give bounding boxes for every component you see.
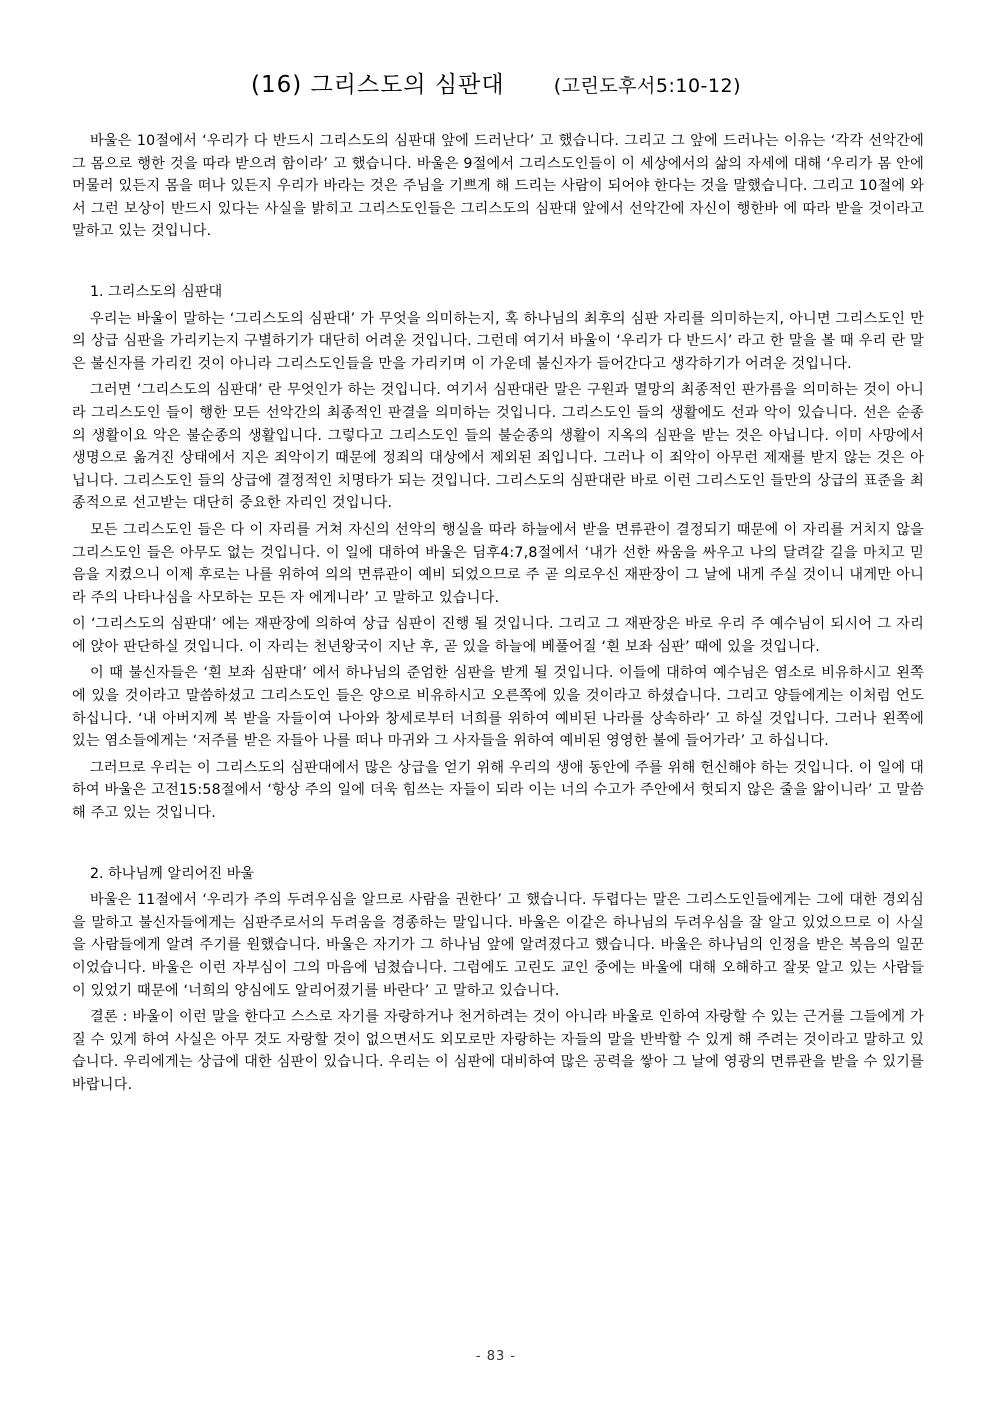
section-spacer [72,247,924,281]
section1-paragraph-6: 그러므로 우리는 이 그리스도의 심판대에서 많은 상급을 얻기 위해 우리의 생애 동안에 주를 위해 헌신해야 하는 것입니다. 이 일에 대하여 바울은 고전15:58절에서 ‘항상 주의 일에 더욱 힘쓰는 자들이 되라 이는 너의 수고가 주안에서 헛되지 않은 줄을 앎이니라’ 고 말씀해 주고 있는 것입니다. [72,759,924,822]
section-spacer [72,829,924,863]
section1-paragraph-4: 이 ‘그리스도의 심판대’ 에는 재판장에 의하여 상급 심판이 진행 될 것입니다. 그리고 그 재판장은 바로 우리 주 예수님이 되시어 그 자리에 앉아 판단하실 것입니다. 이 자리는 천년왕국이 지난 후, 곧 있을 하늘에 베풀어질 ‘흰 보좌 심판’ 때에 있을 것입니다. [72,616,924,655]
section2-paragraph-1: 바울은 11절에서 ‘우리가 주의 두려우심을 알므로 사람을 권한다’ 고 했습니다. 두렵다는 말은 그리스도인들에게는 그에 대한 경외심을 말하고 불신자들에게는 심판주로서의 두려움을 경종하는 말입니다. 바울은 이같은 하나님의 두려우심을 잘 알고 있었으므로 이 사실을 사람들에게 알려 주기를 원했습니다. 바울은 자기가 그 하나님 앞에 알려졌다고 했습니다. 바울은 하나님의 인정을 받은 복음의 일꾼이었습니다. 바울은 이런 자부심이 그의 마음에 넘쳤습니다. 그럼에도 고린도 교인 중에는 바울에 대해 오해하고 잘못 알고 있는 사람들이 있었기 때문에 ‘너희의 양심에도 알리어졌기를 바란다’ 고 말하고 있습니다. [72,892,924,999]
document-body [72,130,924,1101]
page-number: - 83 - [475,1349,517,1364]
section1-paragraph-5: 이 때 불신자들은 ‘흰 보좌 심판대’ 에서 하나님의 준엄한 심판을 받게 될 것입니다. 이들에 대하여 예수님은 염소로 비유하시고 왼쪽에 있을 것이라고 말씀하셨고 그리스도인 들은 양으로 비유하시고 오른쪽에 있을 것이라고 하셨습니다. 그리고 양들에게는 이처럼 언도하십니다. ‘내 아버지께 복 받을 자들이여 나아와 창세로부터 너희를 위하여 예비된 나라를 상속하라’ 고 하실 것입니다. 그러나 왼쪽에 있는 염소들에게는 ‘저주를 받은 자들아 나를 떠나 마귀와 그 사자들을 위하여 예비된 영영한 불에 들어가라’ 고 하십니다. [72,665,924,750]
intro-paragraph: 바울은 10절에서 ‘우리가 다 반드시 그리스도의 심판대 앞에 드러난다’ 고 했습니다. 그리고 그 앞에 드러나는 이유는 ‘각각 선악간에 그 몸으로 행한 것을 따라 받으려 함이라’ 고 했습니다. 바울은 9절에서 그리스도인들이 이 세상에서의 삶의 자세에 대해 ‘우리가 몸 안에 머물러 있든지 몸을 떠나 있든지 우리가 바라는 것은 주님을 기쁘게 해 드리는 사람이 되어야 한다는 것을 말했습니다. 그리고 10절에 와서 그런 보상이 반드시 있다는 사실을 밝히고 그리스도인들은 그리스도의 심판대 앞에서 선악간에 자신이 행한바 에 따라 받을 것이라고 말하고 있는 것입니다. [72,133,924,240]
section1-paragraph-2: 그러면 ‘그리스도의 심판대’ 란 무엇인가 하는 것입니다. 여기서 심판대란 말은 구원과 멸망의 최종적인 판가름을 의미하는 것이 아니라 그리스도인 들이 행한 모든 선악간의 최종적인 판결을 의미하는 것입니다. 그리스도인 들의 생활에도 선과 악이 있습니다. 선은 순종의 생활이요 악은 불순종의 생활입니다. 그렇다고 그리스도인 들의 불순종의 생활이 지옥의 심판을 받는 것은 아닙니다. 이미 사망에서 생명으로 옮겨진 상태에서 지은 죄악이기 때문에 정죄의 대상에서 제외된 죄입니다. 그러나 이 죄악이 아무런 제재를 받지 않는 것은 아닙니다. 그리스도인 들의 상급에 결정적인 치명타가 되는 것입니다. 그리스도의 심판대란 바로 이런 그리스도인 들만의 상급의 표준을 최종적으로 선고받는 대단히 중요한 자리인 것입니다. [72,382,924,512]
section1-heading: 1. 그리스도의 심판대 [90,283,223,300]
section1-paragraph-3: 모든 그리스도인 들은 다 이 자리를 거쳐 자신의 선악의 행실을 따라 하늘에서 받을 면류관이 결정되기 때문에 이 자리를 거치지 않을 그리스도인 들은 아무도 없는 것입니다. 이 일에 대하여 바울은 딤후4:7,8절에서 ‘내가 선한 싸움을 싸우고 나의 달려갈 길을 마치고 믿음을 지켰으니 이제 후로는 나를 위하여 의의 면류관이 예비 되었으므로 주 곧 의로우신 재판장이 그 날에 내게 주실 것이니 내게만 아니라 주의 나타나심을 사모하는 모든 자 에게니라’ 고 말하고 있습니다. [72,521,924,606]
page-title [0,66,992,106]
section1-paragraph-1: 우리는 바울이 말하는 ‘그리스도의 심판대’ 가 무엇을 의미하는지, 혹 하나님의 최후의 심판 자리를 의미하는지, 아니면 그리스도인 만의 상급 심판을 가리키는지 구별하기가 대단히 어려운 것입니다. 그런데 여기서 바울이 ‘우리가 다 반드시’ 라고 한 말을 볼 때 우리 란 말은 불신자를 가리킨 것이 아니라 그리스도인들을 만을 가리키며 이 가운데 불신자가 들어간다고 생각하기가 어려운 것입니다. [72,310,924,372]
section2-heading: 2. 하나님께 알리어진 바울 [90,865,255,882]
title-reference: (고린도후서5:10-12) [553,75,741,97]
section2-conclusion: 결론 : 바울이 이런 말을 한다고 스스로 자기를 자랑하거나 천거하려는 것이 아니라 바울로 인하여 자랑할 수 있는 근거를 그들에게 가질 수 있게 하여 사실은 아무 것도 자랑할 것이 없으면서도 외모로만 자랑하는 자들의 말을 반박할 수 있게 해 주려는 것이라고 말하고 있습니다. 우리에게는 상급에 대한 심판이 있습니다. 우리는 이 심판에 대비하여 많은 공력을 쌓아 그 날에 영광의 면류관을 받을 수 있기를 바랍니다. [72,1009,924,1093]
title-main: (16) 그리스도의 심판대 [251,72,505,98]
